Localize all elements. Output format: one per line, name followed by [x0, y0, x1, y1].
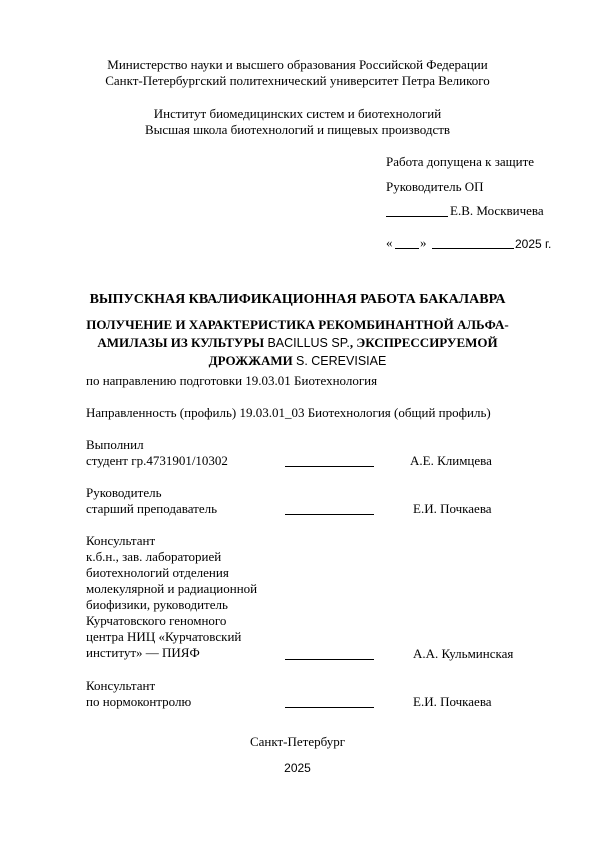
admitted-text: Работа допущена к защите	[386, 154, 535, 169]
norm-consultant-name: Е.И. Почкаева	[413, 694, 492, 709]
thesis-title-line-2	[60, 334, 535, 352]
performer-name: А.Е. Климцева	[410, 453, 492, 468]
school-line: Высшая школа биотехнологий и пищевых производств	[144, 122, 451, 137]
year: 2025	[284, 761, 311, 775]
university-line: Санкт-Петербургский политехнический университет Петра Великого	[105, 73, 490, 88]
date-open-quote: «	[386, 235, 393, 250]
performer-position: студент гр.4731901/10302	[86, 453, 228, 468]
head-signature-line	[386, 216, 448, 217]
direction-line: по направлению подготовки 19.03.01 Биотехнология	[86, 373, 378, 388]
supervisor-name: Е.И. Почкаева	[413, 501, 492, 516]
institute-line: Институт биомедицинских систем и биотехнологий	[153, 106, 442, 121]
ministry-line: Министерство науки и высшего образования Российской Федерации	[107, 57, 488, 72]
performer-role: Выполнил	[86, 437, 144, 452]
supervisor-position: старший преподаватель	[86, 501, 218, 516]
consultant-line: биофизики, руководитель	[86, 597, 228, 612]
thesis-title-line-2a: АМИЛАЗЫ ИЗ КУЛЬТУРЫ	[97, 335, 268, 350]
performer-signature-line	[285, 466, 374, 467]
thesis-title	[60, 316, 535, 370]
head-label: Руководитель ОП	[386, 179, 484, 194]
norm-consultant-position: по нормоконтролю	[86, 694, 192, 709]
date-close-quote: »	[420, 235, 427, 250]
consultant-line: молекулярной и радиационной	[86, 581, 258, 596]
consultant-line: биотехнологий отделения	[86, 565, 229, 580]
date-month-line	[432, 248, 514, 249]
consultant-signature-line	[285, 659, 374, 660]
norm-consultant-role: Консультант	[86, 678, 156, 693]
consultant-line: Курчатовского геномного	[86, 613, 227, 628]
thesis-title-line-3a: ДРОЖЖАМИ	[208, 353, 296, 368]
consultant-role: Консультант	[86, 533, 156, 548]
head-name: Е.В. Москвичева	[450, 203, 544, 218]
city: Санкт-Петербург	[249, 734, 346, 749]
date-day-line	[395, 248, 419, 249]
consultant-line: центра НИЦ «Курчатовский	[86, 629, 242, 644]
work-type-title: ВЫПУСКНАЯ КВАЛИФИКАЦИОННАЯ РАБОТА БАКАЛАВРА	[89, 292, 506, 307]
thesis-title-line-3	[60, 352, 535, 370]
date-year: 2025 г.	[515, 237, 552, 251]
consultant-line: к.б.н., зав. лабораторией	[86, 549, 222, 564]
bacillus-name: BACILLUS SP.	[267, 336, 350, 350]
thesis-title-line-2b: , ЭКСПРЕССИРУЕМОЙ	[349, 335, 498, 350]
consultant-name: А.А. Кульминская	[413, 646, 514, 661]
profile-line: Направленность (профиль) 19.03.01_03 Биотехнология (общий профиль)	[86, 405, 491, 420]
thesis-title-line-1: ПОЛУЧЕНИЕ И ХАРАКТЕРИСТИКА РЕКОМБИНАНТНОЙ АЛЬФА-	[86, 317, 509, 332]
norm-consultant-signature-line	[285, 707, 374, 708]
supervisor-role: Руководитель	[86, 485, 162, 500]
supervisor-signature-line	[285, 514, 374, 515]
yeast-name: S. CEREVISIAE	[296, 354, 387, 368]
consultant-line: институт» — ПИЯФ	[86, 645, 200, 660]
